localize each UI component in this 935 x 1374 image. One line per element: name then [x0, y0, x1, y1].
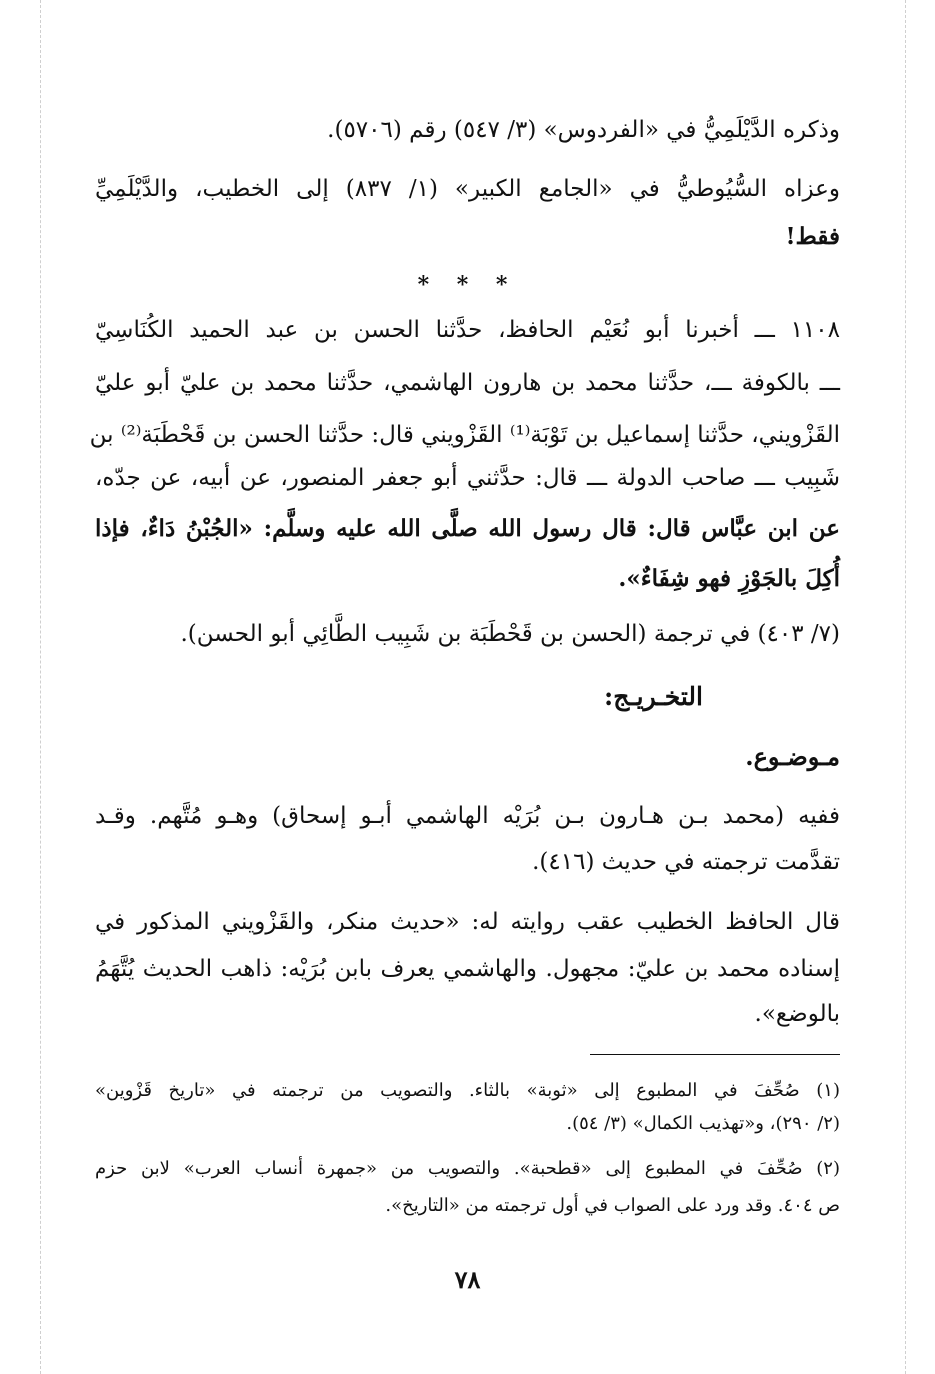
footnote-line: (١) صُحِّفَ في المطبوع إلى «ثوبة» بالثاء. والتصويب من ترجمته في «تاريخ قَزْوين»: [95, 1080, 840, 1101]
body-line: وعزاه السُّيُوطيُّ في «الجامع الكبير» (١/ ٨٣٧) إلى الخطيب، والدَّيْلَمِيِّ: [95, 176, 840, 202]
hadith-line: عن ابن عبَّاس قال: قال رسول الله صلَّى الله عليه وسلَّم: «الجُبْنُ دَاءٌ، فإذا: [95, 515, 840, 542]
verdict-label: مـوضـوع.: [745, 742, 840, 771]
analysis-line: تقدَّمت ترجمته في حديث (٤١٦).: [532, 849, 840, 875]
analysis-line: بالوضع».: [754, 1001, 840, 1027]
section-separator: * * *: [417, 272, 518, 298]
scan-guide-line: [905, 0, 906, 1374]
scan-guide-line: [40, 0, 41, 1374]
analysis-line: إسناده محمد بن عليّ: مجهول. والهاشمي يعرف بابن بُرَيْه: ذاهب الحديث يُتَّهَمُ: [95, 956, 840, 982]
footnote-line: (٢) صُحِّفَ في المطبوع إلى «قطحبة». والتصويب من «جمهرة أنساب العرب» لابن حزم: [95, 1158, 840, 1179]
section-heading: التخـريـج:: [603, 682, 703, 711]
hadith-line: ١١٠٨ ـــ أخبرنا أبو نُعَيْم الحافظ، حدَّثنا الحسن بن عبد الحميد الكُنَاسِيّ: [95, 317, 840, 343]
footnote-line: (٢/ ٢٩٠)، و«تهذيب الكمال» (٣/ ٥٤).: [566, 1113, 840, 1134]
body-line: فقط!: [785, 223, 840, 250]
body-line: وذكره الدَّيْلَمِيُّ في «الفردوس» (٣/ ٥٤٧) رقم (٥٧٠٦).: [327, 117, 840, 143]
footnote-rule: [590, 1054, 840, 1055]
hadith-line: القَزْويني، حدَّثنا إسماعيل بن تَوْبَة⁽¹⁾ القَزْويني قال: حدَّثنا الحسن بن قَحْطَبَة⁽²⁾ بن: [89, 422, 840, 448]
hadith-line: أُكِلَ بالجَوْزِ فهو شِفَاءٌ».: [618, 565, 840, 592]
source-reference: (٧/ ٤٠٣) في ترجمة (الحسن بن قَحْطَبَة بن شَبِيب الطَّائِي أبو الحسن).: [180, 621, 840, 647]
analysis-line: ففيه (محمد بـن هـارون بـن بُرَيْه الهاشمي أبـو إسحاق) وهـو مُتَّهم. وقـد: [95, 803, 841, 829]
page-number: ٧٨: [454, 1265, 481, 1294]
analysis-line: قال الحافظ الخطيب عقب روايته له: «حديث منكر، والقَزْويني المذكور في: [95, 909, 840, 935]
hadith-line: شَبِيب ـــ صاحب الدولة ـــ قال: حدَّثني أبو جعفر المنصور، عن أبيه، عن جدّه،: [95, 465, 840, 491]
hadith-line: ـــ بالكوفة ـــ، حدَّثنا محمد بن هارون الهاشمي، حدَّثنا محمد بن عليّ أبو عليّ: [95, 370, 840, 396]
footnote-line: ص ٤٠٤. وقد ورد على الصواب في أول ترجمته من «التاريخ».: [385, 1195, 840, 1216]
